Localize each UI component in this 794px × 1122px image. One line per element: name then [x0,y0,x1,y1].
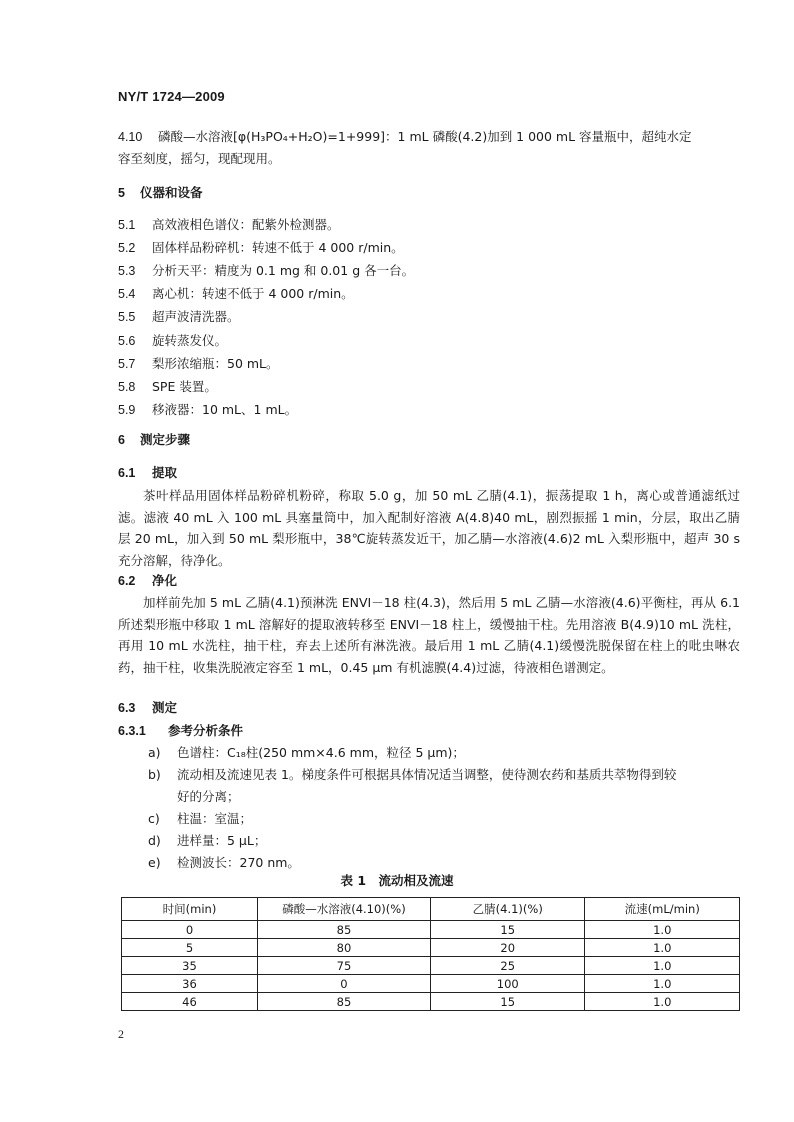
table-cell: 75 [257,957,430,975]
list-item-text: 流动相及流速见表 1。梯度条件可根据具体情况适当调整，使待测农药和基质共萃物得到较 [177,767,677,782]
section-title: 仪器和设备 [140,185,203,200]
table-cell: 80 [257,939,430,957]
list-label: c) [148,811,160,826]
section-5-item [118,402,297,418]
list-item-text: 色谱柱：C₁₈柱(250 mm×4.6 mm，粒径 5 μm)； [177,745,465,760]
table-cell: 1.0 [585,993,740,1011]
table-cell: 1.0 [585,921,740,939]
item-number: 5.8 [118,379,136,394]
section-number: 6 [118,433,125,447]
table-row [122,975,740,993]
list-item-text: 柱温：室温； [177,811,253,826]
list-item-text: 进样量：5 μL； [177,833,267,848]
clause-number: 4.10 [118,130,143,144]
subsection-6-1-heading [118,465,177,481]
table-cell: 15 [430,921,585,939]
table-cell: 85 [257,993,430,1011]
list-label: b) [148,767,161,782]
item-text: 梨形浓缩瓶：50 mL。 [152,355,279,371]
subsection-number: 6.2 [118,574,136,588]
item-text: 移液器：10 mL、1 mL。 [152,401,298,417]
table-cell: 85 [257,921,430,939]
section-number: 5 [118,186,125,200]
table-header-cell: 流速(mL/min) [585,898,740,921]
list-item-text: 检测波长：270 nm。 [177,855,300,870]
item-text: 分析天平：精度为 0.1 mg 和 0.01 g 各一台。 [152,263,415,279]
list-label: d) [148,833,161,848]
table-cell: 1.0 [585,975,740,993]
table-cell: 36 [122,975,258,993]
table-cell: 1.0 [585,957,740,975]
table-cell: 46 [122,993,258,1011]
item-text: 旋转蒸发仪。 [152,332,228,348]
table-cell: 20 [430,939,585,957]
clause-4-10-line1 [118,129,692,145]
item-number: 5.4 [118,287,136,302]
item-text: SPE 装置。 [152,378,217,394]
section-5-item [118,333,227,349]
flow-rate-table [121,897,740,1011]
standard-code: NY/T 1724—2009 [118,89,225,104]
table-row [122,993,740,1011]
subsection-title: 净化 [152,573,178,588]
section-5-item [118,217,340,233]
item-number: 5.3 [118,264,136,279]
subsection-6-3-heading [118,700,177,716]
table-cell: 0 [257,975,430,993]
table-header-cell: 时间(min) [122,898,258,921]
section-5-item [118,309,240,325]
section-title: 测定步骤 [140,432,191,447]
subsection-6-2-text: 加样前先加 5 mL 乙腈(4.1)预淋洗 ENVI－18 柱(4.3)，然后用 5 mL 乙腈—水溶液(4.6)平衡柱，再从 6.1 所述梨形瓶中移取 1 mL 溶解好的提取液转移至 ENVI－18 柱上，缓慢抽干柱。先用溶液 B(4.9)10 mL 洗柱，再用 10 mL 水洗柱，抽干柱，弃去上述所有淋洗液。最后用 1 mL 乙腈(4.1)缓慢洗脱保留在柱上的吡虫啉农药，抽干柱，收集洗脱液定容至 1 mL，0.45 μm 有机滤膜(4.4)过滤，待液相色谱测定。 [118,595,740,675]
item-number: 5.1 [118,218,136,232]
item-number: 5.9 [118,402,136,417]
list-label: a) [148,745,161,760]
section-5-heading [118,185,203,201]
section-5-item [118,263,414,279]
subsection-6-1-text: 茶叶样品用固体样品粉碎机粉碎，称取 5.0 g，加 50 mL 乙腈(4.1)，振荡提取 1 h，离心或普通滤纸过滤。滤液 40 mL 入 100 mL 具塞量筒中，加入配制好溶液 A(4.8)40 mL，剧烈振摇 1 min，分层，取出乙腈层 20 mL，加入到 50 mL 梨形瓶中，38℃旋转蒸发近干，加乙腈—水溶液(4.6)2 mL 入梨形瓶中，超声 30 s 充分溶解，待净化。 [118,488,740,568]
table-body [122,921,740,1011]
section-6-heading [118,432,190,448]
section-5-item [118,356,279,372]
subsection-number: 6.1 [118,466,136,480]
table-caption: 表 1 流动相及流速 [340,873,454,888]
clause-text: 磷酸—水溶液[φ(H₃PO₄+H₂O)=1+999]：1 mL 磷酸(4.2)加到 1 000 mL 容量瓶中，超纯水定 [158,129,692,144]
table-cell: 15 [430,993,585,1011]
item-number: 5.5 [118,310,136,325]
item-number: 5.6 [118,333,136,348]
list-item-text-cont: 好的分离； [177,789,240,804]
table-row [122,957,740,975]
table-header-cell: 乙腈(4.1)(%) [430,898,585,921]
item-text: 超声波清洗器。 [152,309,240,325]
item-number: 5.2 [118,241,136,256]
table-header-cell: 磷酸—水溶液(4.10)(%) [257,898,430,921]
table-cell: 0 [122,921,258,939]
table-cell: 1.0 [585,939,740,957]
table-row [122,921,740,939]
table-cell: 5 [122,939,258,957]
subsection-title: 提取 [152,465,178,480]
table-cell: 25 [430,957,585,975]
item-text: 离心机：转速不低于 4 000 r/min。 [152,286,354,302]
table-cell: 35 [122,957,258,975]
table-cell: 100 [430,975,585,993]
section-5-item [118,379,217,395]
page-number: 2 [118,1027,124,1041]
subsection-title: 测定 [152,700,178,715]
item-number: 5.7 [118,356,136,371]
table-header-row [122,898,740,921]
section-5-item [118,240,404,256]
subsection-number: 6.3 [118,701,136,715]
subsection-title: 参考分析条件 [168,723,244,738]
table-row [122,939,740,957]
section-5-item [118,286,354,302]
item-text: 固体样品粉碎机：转速不低于 4 000 r/min。 [152,240,404,256]
subsection-6-2-heading [118,573,177,589]
list-label: e) [148,855,161,870]
clause-4-10-line2: 容至刻度，摇匀，现配现用。 [118,151,281,166]
item-text: 高效液相色谱仪：配紫外检测器。 [152,217,340,232]
subsection-6-3-1-heading [118,723,243,739]
subsection-number: 6.3.1 [118,724,146,738]
